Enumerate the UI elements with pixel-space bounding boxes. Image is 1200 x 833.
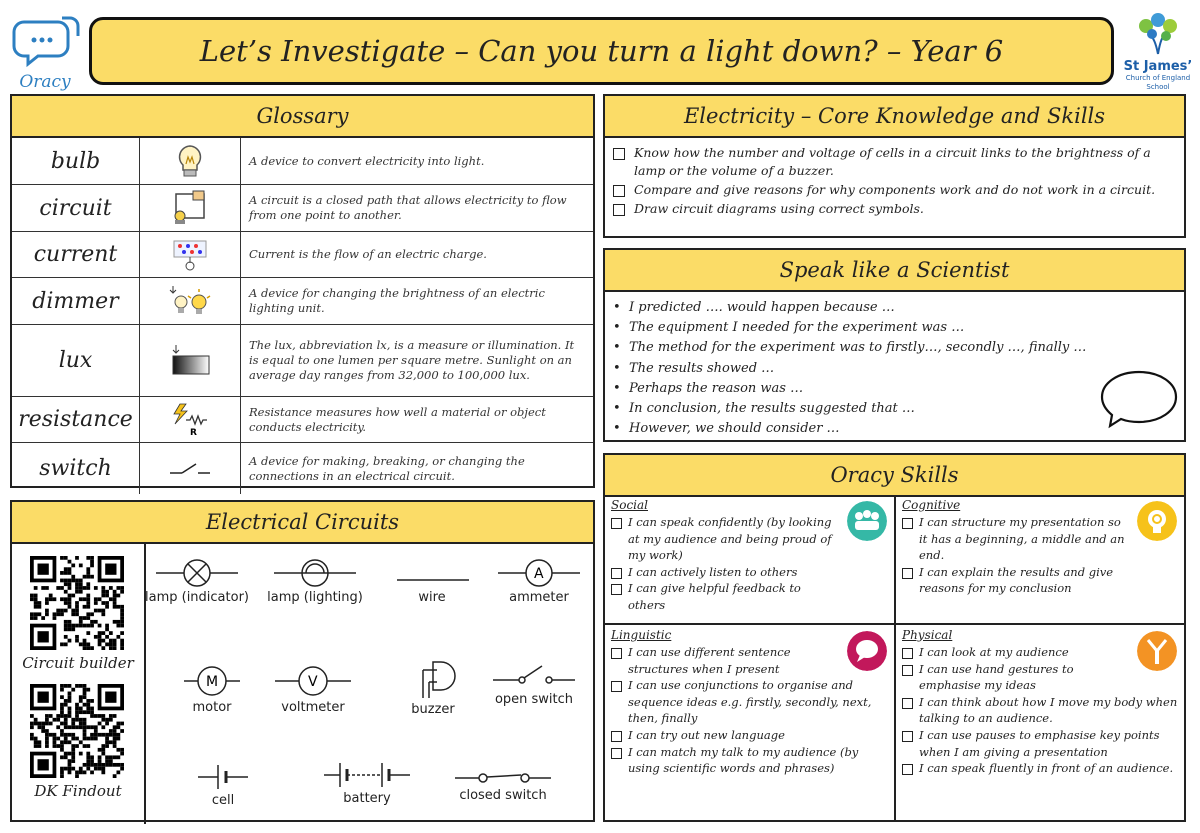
oracy-logo-text: Oracy bbox=[19, 72, 71, 92]
page-title: Let’s Investigate – Can you turn a light down? – Year 6 bbox=[89, 17, 1114, 85]
checkbox[interactable] bbox=[902, 698, 913, 709]
list-item: • In conclusion, the results suggested that … bbox=[613, 401, 915, 417]
list-item: I can speak confidently (by looking at my audience and being proud of my work) bbox=[611, 514, 836, 564]
closed-switch-icon bbox=[453, 764, 553, 786]
tree-icon bbox=[1134, 12, 1182, 56]
circuits-heading: Electrical Circuits bbox=[12, 502, 593, 544]
ammeter-icon bbox=[494, 558, 584, 588]
motor-label: motor bbox=[192, 700, 232, 715]
oracy-skills-section bbox=[603, 453, 1186, 822]
glossary-definition: The lux, abbreviation lx, is a measure or illumination. It is equal to one lumen per square metre. Sunlight on an average day ranges from 32,000 to 100,000 lux. bbox=[249, 338, 575, 382]
qr-label-circuit-builder: Circuit builder bbox=[22, 654, 134, 672]
glossary-word: resistance bbox=[12, 397, 140, 442]
school-subtitle: Church of England School bbox=[1125, 74, 1191, 91]
ammeter-symbol bbox=[484, 558, 594, 605]
core-heading: Electricity – Core Knowledge and Skills bbox=[605, 96, 1184, 138]
cell-label: cell bbox=[211, 793, 235, 808]
cognitive-head-icon bbox=[1137, 501, 1177, 541]
open-switch-label: open switch bbox=[494, 692, 574, 707]
glossary-word: dimmer bbox=[12, 278, 140, 324]
list-item: I can look at my audience bbox=[902, 644, 1178, 661]
checkbox[interactable] bbox=[613, 185, 625, 197]
list-item: • I predicted …. would happen because … bbox=[613, 300, 895, 315]
quad-title: Cognitive bbox=[902, 498, 961, 512]
checkbox[interactable] bbox=[902, 731, 913, 742]
glossary-heading: Glossary bbox=[12, 96, 593, 138]
school-name: St James’ bbox=[1123, 59, 1193, 74]
lamp-indicator-icon bbox=[152, 558, 242, 588]
glossary-row-lux bbox=[12, 325, 593, 397]
dimmer-icon bbox=[169, 284, 211, 318]
list-item: • The method for the experiment was to firstly…, secondly …, finally … bbox=[613, 340, 1087, 356]
glossary-word: switch bbox=[12, 443, 140, 494]
switch-icon bbox=[168, 459, 212, 479]
lamp-lighting-label: lamp (lighting) bbox=[267, 590, 363, 605]
open-switch-icon bbox=[489, 660, 579, 690]
circuit-icon bbox=[171, 190, 209, 226]
checkbox[interactable] bbox=[902, 568, 913, 579]
wire-symbol bbox=[377, 558, 487, 605]
list-item: I can actively listen to others bbox=[611, 564, 888, 581]
quad-title: Linguistic bbox=[611, 628, 672, 642]
ammeter-letter: A bbox=[534, 566, 544, 582]
glossary-row-resistance bbox=[12, 397, 593, 443]
glossary-row-dimmer bbox=[12, 278, 593, 325]
voltmeter-label: voltmeter bbox=[281, 700, 345, 715]
speak-like-scientist-section bbox=[603, 248, 1186, 442]
physical-person-icon bbox=[1137, 631, 1177, 671]
battery-icon bbox=[322, 757, 412, 789]
glossary-word: current bbox=[12, 232, 140, 277]
lamp-indicator-label: lamp (indicator) bbox=[145, 590, 249, 605]
open-switch-symbol bbox=[479, 660, 589, 707]
checkbox[interactable] bbox=[611, 584, 622, 595]
checkbox[interactable] bbox=[611, 681, 622, 692]
oracy-cognitive bbox=[896, 495, 1184, 623]
closed-switch-label: closed switch bbox=[459, 788, 547, 803]
checkbox[interactable] bbox=[611, 731, 622, 742]
checkbox[interactable] bbox=[902, 518, 913, 529]
oracy-social bbox=[605, 495, 894, 623]
motor-letter: M bbox=[206, 674, 219, 690]
speak-heading: Speak like a Scientist bbox=[605, 250, 1184, 292]
cell-icon bbox=[188, 759, 258, 791]
school-logo bbox=[1120, 12, 1196, 91]
glossary-word: bulb bbox=[12, 138, 140, 184]
core-knowledge-section bbox=[603, 94, 1186, 238]
speech-bubbles-icon bbox=[10, 14, 80, 70]
list-item: I can think about how I move my body when talking to an audience. bbox=[902, 694, 1178, 727]
qr-code-circuit-builder[interactable] bbox=[30, 556, 124, 650]
buzzer-symbol bbox=[378, 656, 488, 717]
quad-title: Physical bbox=[902, 628, 953, 642]
glossary-definition: A device to convert electricity into light. bbox=[249, 153, 485, 168]
linguistic-speech-icon bbox=[847, 631, 887, 671]
checkbox[interactable] bbox=[902, 764, 913, 775]
lamp-lighting-icon bbox=[270, 558, 360, 588]
list-item: I can use hand gestures to emphasise my ideas bbox=[902, 661, 1127, 694]
glossary-definition: Current is the flow of an electric charge. bbox=[249, 247, 487, 261]
checkbox[interactable] bbox=[611, 748, 622, 759]
voltmeter-letter: V bbox=[308, 674, 318, 690]
checkbox[interactable] bbox=[611, 648, 622, 659]
list-item: I can speak fluently in front of an audience. bbox=[902, 760, 1178, 777]
cell-symbol bbox=[168, 759, 278, 808]
glossary-section bbox=[10, 94, 595, 488]
list-item: • Perhaps the reason was … bbox=[613, 380, 804, 396]
ammeter-label: ammeter bbox=[509, 590, 569, 605]
voltmeter-icon bbox=[273, 664, 353, 698]
checkbox[interactable] bbox=[613, 204, 625, 216]
current-icon bbox=[172, 238, 208, 272]
list-item: I can try out new language bbox=[611, 727, 888, 744]
list-item: I can use different sentence structures when I present bbox=[611, 644, 836, 677]
checkbox[interactable] bbox=[613, 148, 625, 160]
oracy-heading: Oracy Skills bbox=[605, 455, 1184, 497]
glossary-definition: Resistance measures how well a material or object conducts electricity. bbox=[249, 404, 546, 434]
social-group-icon bbox=[847, 501, 887, 541]
buzzer-icon bbox=[403, 656, 463, 700]
list-item: • The results showed … bbox=[613, 360, 775, 376]
list-item: I can give helpful feedback to others bbox=[611, 580, 836, 613]
glossary-row-switch bbox=[12, 443, 593, 494]
glossary-definition: A device for changing the brightness of an electric lighting unit. bbox=[249, 286, 545, 315]
list-item: I can use conjunctions to organise and sequence ideas e.g. firstly, secondly, next, then, finally bbox=[611, 677, 888, 727]
oracy-physical bbox=[896, 625, 1184, 820]
oracy-logo bbox=[10, 14, 80, 90]
qr-label-dk-findout: DK Findout bbox=[34, 782, 122, 800]
resistance-icon bbox=[170, 402, 210, 438]
list-item: • The equipment I needed for the experiment was … bbox=[613, 320, 965, 336]
wire-icon bbox=[387, 558, 477, 588]
buzzer-label: buzzer bbox=[411, 702, 455, 717]
checkbox[interactable] bbox=[902, 648, 913, 659]
quad-title: Social bbox=[611, 498, 648, 512]
list-item: I can explain the results and give reasons for my conclusion bbox=[902, 564, 1127, 597]
battery-label: battery bbox=[343, 791, 391, 806]
glossary-definition: A device for making, breaking, or changing the connections in an electrical circuit. bbox=[249, 453, 525, 483]
motor-symbol bbox=[157, 664, 267, 715]
battery-symbol bbox=[312, 757, 422, 806]
list-item: I can match my talk to my audience (by using scientific words and phrases) bbox=[611, 744, 888, 777]
lamp-indicator-symbol bbox=[142, 558, 252, 605]
checkbox[interactable] bbox=[902, 665, 913, 676]
closed-switch-symbol bbox=[448, 764, 558, 803]
glossary-row-circuit bbox=[12, 185, 593, 232]
electrical-circuits-section bbox=[10, 500, 595, 822]
glossary-word: lux bbox=[12, 325, 140, 396]
oracy-linguistic bbox=[605, 625, 894, 820]
lux-icon bbox=[168, 344, 212, 378]
list-item: • However, we should consider … bbox=[613, 421, 840, 437]
checkbox[interactable] bbox=[611, 518, 622, 529]
list-item: Know how the number and voltage of cells in a circuit links to the brightness of a lamp or the volume of a buzzer. bbox=[613, 144, 1176, 180]
resistor-letter: R bbox=[190, 427, 197, 438]
glossary-word: circuit bbox=[12, 185, 140, 231]
checkbox[interactable] bbox=[611, 568, 622, 579]
lamp-lighting-symbol bbox=[260, 558, 370, 605]
qr-code-dk-findout[interactable] bbox=[30, 684, 124, 778]
wire-label: wire bbox=[418, 590, 446, 605]
list-item: I can structure my presentation so it has a beginning, a middle and an end. bbox=[902, 514, 1127, 564]
speech-bubble-icon bbox=[1098, 368, 1180, 430]
list-item: I can use pauses to emphasise key points when I am giving a presentation bbox=[902, 727, 1178, 760]
glossary-row-current bbox=[12, 232, 593, 278]
glossary-definition: A circuit is a closed path that allows electricity to flow from one point to another. bbox=[249, 193, 567, 222]
glossary-row-bulb bbox=[12, 138, 593, 185]
list-item: Compare and give reasons for why components work and do not work in a circuit. bbox=[613, 181, 1176, 199]
list-item: Draw circuit diagrams using correct symbols. bbox=[613, 200, 1176, 218]
bulb-icon bbox=[175, 143, 205, 179]
motor-icon bbox=[182, 664, 242, 698]
voltmeter-symbol bbox=[258, 664, 368, 715]
